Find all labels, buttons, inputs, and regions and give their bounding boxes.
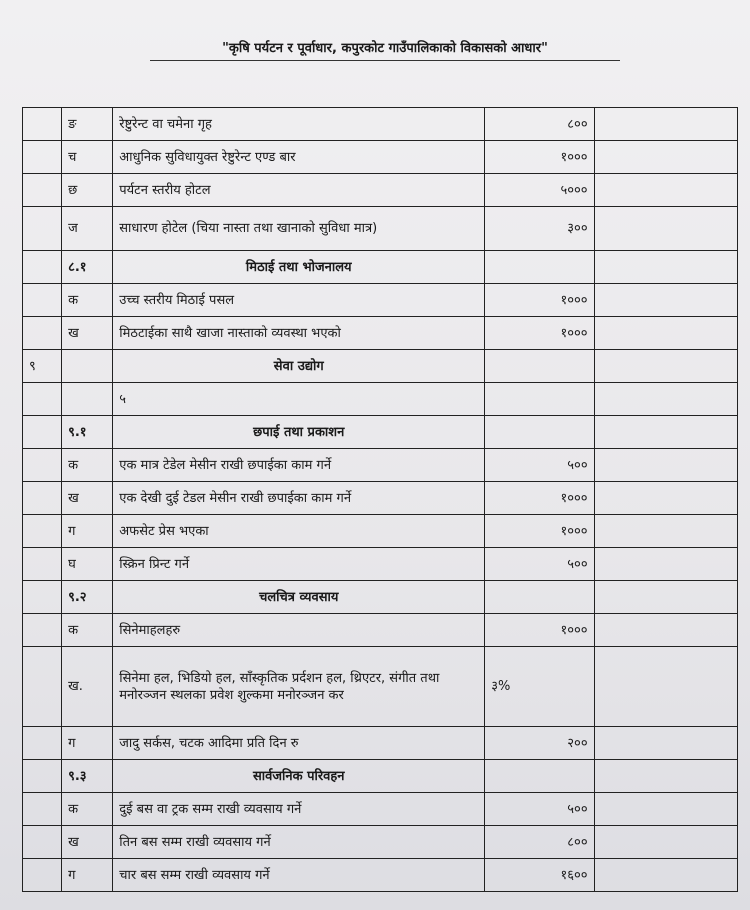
row-description-cell: रेष्टुरेन्ट वा चमेना गृह bbox=[113, 108, 485, 141]
row-index-cell bbox=[23, 141, 62, 174]
row-code-cell: घ bbox=[62, 548, 113, 581]
row-index-cell bbox=[23, 548, 62, 581]
row-amount-cell: ५०० bbox=[485, 548, 594, 581]
row-amount-cell: ५०० bbox=[485, 449, 594, 482]
fee-table-body bbox=[23, 108, 738, 892]
table-row bbox=[23, 317, 738, 350]
table-row bbox=[23, 793, 738, 826]
row-index-cell bbox=[23, 174, 62, 207]
table-row bbox=[23, 647, 738, 727]
row-index-cell bbox=[23, 727, 62, 760]
row-blank-cell bbox=[594, 581, 737, 614]
row-code-cell bbox=[62, 350, 113, 383]
row-blank-cell bbox=[594, 207, 737, 251]
row-code-cell: ख bbox=[62, 482, 113, 515]
row-amount-cell bbox=[485, 581, 594, 614]
row-code-cell: ९.३ bbox=[62, 760, 113, 793]
row-code-cell: ख bbox=[62, 317, 113, 350]
row-index-cell bbox=[23, 108, 62, 141]
row-description-cell: छपाई तथा प्रकाशन bbox=[113, 416, 485, 449]
row-blank-cell bbox=[594, 727, 737, 760]
row-description-cell: जादु सर्कस, चटक आदिमा प्रति दिन रु bbox=[113, 727, 485, 760]
row-blank-cell bbox=[594, 141, 737, 174]
row-blank-cell bbox=[594, 793, 737, 826]
row-code-cell: ग bbox=[62, 727, 113, 760]
row-code-cell: ख bbox=[62, 826, 113, 859]
table-row bbox=[23, 614, 738, 647]
row-amount-cell: ३% bbox=[485, 647, 594, 727]
table-row bbox=[23, 207, 738, 251]
table-row bbox=[23, 284, 738, 317]
row-amount-cell: ५०० bbox=[485, 793, 594, 826]
row-code-cell: ङ bbox=[62, 108, 113, 141]
page-header-title: "कृषि पर्यटन र पूर्वाधार, कपुरकोट गाउँपालिकाको विकासको आधार" bbox=[150, 38, 620, 61]
row-amount-cell: ५००० bbox=[485, 174, 594, 207]
row-amount-cell bbox=[485, 251, 594, 284]
table-section-row bbox=[23, 350, 738, 383]
row-description-cell: साधारण होटेल (चिया नास्ता तथा खानाको सुविधा मात्र) bbox=[113, 207, 485, 251]
row-code-cell bbox=[62, 383, 113, 416]
row-blank-cell bbox=[594, 859, 737, 892]
row-index-cell bbox=[23, 760, 62, 793]
table-row bbox=[23, 548, 738, 581]
row-description-cell: एक मात्र टेडेल मेसीन राखी छपाईका काम गर्ने bbox=[113, 449, 485, 482]
row-index-cell bbox=[23, 515, 62, 548]
row-index-cell bbox=[23, 416, 62, 449]
row-code-cell: ९.२ bbox=[62, 581, 113, 614]
row-amount-cell: १००० bbox=[485, 284, 594, 317]
row-blank-cell bbox=[594, 548, 737, 581]
row-amount-cell: ८०० bbox=[485, 826, 594, 859]
row-description-cell: मिठाई तथा भोजनालय bbox=[113, 251, 485, 284]
row-blank-cell bbox=[594, 108, 737, 141]
row-description-cell: अफसेट प्रेस भएका bbox=[113, 515, 485, 548]
row-index-cell bbox=[23, 317, 62, 350]
row-description-cell: स्क्रिन प्रिन्ट गर्ने bbox=[113, 548, 485, 581]
row-index-cell bbox=[23, 383, 62, 416]
row-amount-cell: १६०० bbox=[485, 859, 594, 892]
row-description-cell: चार बस सम्म राखी व्यवसाय गर्ने bbox=[113, 859, 485, 892]
row-blank-cell bbox=[594, 251, 737, 284]
row-blank-cell bbox=[594, 826, 737, 859]
table-section-row bbox=[23, 760, 738, 793]
table-row bbox=[23, 727, 738, 760]
row-amount-cell bbox=[485, 416, 594, 449]
row-blank-cell bbox=[594, 647, 737, 727]
row-index-cell bbox=[23, 482, 62, 515]
table-row bbox=[23, 515, 738, 548]
row-code-cell: क bbox=[62, 793, 113, 826]
row-blank-cell bbox=[594, 449, 737, 482]
row-description-cell: मिठटाईका साथै खाजा नास्ताको व्यवस्था भएको bbox=[113, 317, 485, 350]
table-row bbox=[23, 141, 738, 174]
table-row bbox=[23, 826, 738, 859]
row-description-cell: उच्च स्तरीय मिठाई पसल bbox=[113, 284, 485, 317]
row-description-cell: एक देखी दुई टेडल मेसीन राखी छपाईका काम गर्ने bbox=[113, 482, 485, 515]
row-code-cell: ज bbox=[62, 207, 113, 251]
row-description-cell: आधुनिक सुविधायुक्त रेष्टुरेन्ट एण्ड बार bbox=[113, 141, 485, 174]
row-code-cell: ८.१ bbox=[62, 251, 113, 284]
table-row bbox=[23, 108, 738, 141]
table-row bbox=[23, 383, 738, 416]
row-amount-cell bbox=[485, 760, 594, 793]
row-amount-cell: १००० bbox=[485, 515, 594, 548]
row-description-cell: सेवा उद्योग bbox=[113, 350, 485, 383]
row-index-cell: ९ bbox=[23, 350, 62, 383]
row-amount-cell: १००० bbox=[485, 141, 594, 174]
row-blank-cell bbox=[594, 383, 737, 416]
row-blank-cell bbox=[594, 350, 737, 383]
row-description-cell: पर्यटन स्तरीय होटल bbox=[113, 174, 485, 207]
row-blank-cell bbox=[594, 284, 737, 317]
row-blank-cell bbox=[594, 482, 737, 515]
row-description-cell: सार्वजनिक परिवहन bbox=[113, 760, 485, 793]
row-index-cell bbox=[23, 647, 62, 727]
row-code-cell: च bbox=[62, 141, 113, 174]
table-row bbox=[23, 449, 738, 482]
row-index-cell bbox=[23, 614, 62, 647]
row-index-cell bbox=[23, 207, 62, 251]
row-code-cell: क bbox=[62, 614, 113, 647]
table-row bbox=[23, 174, 738, 207]
row-blank-cell bbox=[594, 317, 737, 350]
row-index-cell bbox=[23, 859, 62, 892]
row-description-cell: सिनेमा हल, भिडियो हल, साँस्कृतिक प्रर्दशन हल, थ्रिएटर, संगीत तथा मनोरञ्जन स्थलका प्रवेश शुल्कमा मनोरञ्जन कर bbox=[113, 647, 485, 727]
row-index-cell bbox=[23, 793, 62, 826]
row-description-cell: दुई बस वा ट्रक सम्म राखी व्यवसाय गर्ने bbox=[113, 793, 485, 826]
row-description-cell: सिनेमाहलहरु bbox=[113, 614, 485, 647]
row-code-cell: क bbox=[62, 284, 113, 317]
row-amount-cell: २०० bbox=[485, 727, 594, 760]
row-description-cell: चलचित्र व्यवसाय bbox=[113, 581, 485, 614]
row-code-cell: छ bbox=[62, 174, 113, 207]
row-amount-cell: १००० bbox=[485, 614, 594, 647]
row-index-cell bbox=[23, 284, 62, 317]
table-section-row bbox=[23, 581, 738, 614]
row-code-cell: क bbox=[62, 449, 113, 482]
row-code-cell: ९.१ bbox=[62, 416, 113, 449]
table-section-row bbox=[23, 416, 738, 449]
row-amount-cell: १००० bbox=[485, 482, 594, 515]
row-blank-cell bbox=[594, 515, 737, 548]
row-description-cell: ५ bbox=[113, 383, 485, 416]
row-index-cell bbox=[23, 581, 62, 614]
row-code-cell: ग bbox=[62, 515, 113, 548]
row-amount-cell bbox=[485, 383, 594, 416]
row-amount-cell bbox=[485, 350, 594, 383]
row-blank-cell bbox=[594, 416, 737, 449]
row-amount-cell: ३०० bbox=[485, 207, 594, 251]
table-row bbox=[23, 482, 738, 515]
table-row bbox=[23, 859, 738, 892]
row-blank-cell bbox=[594, 760, 737, 793]
row-index-cell bbox=[23, 449, 62, 482]
row-blank-cell bbox=[594, 614, 737, 647]
row-amount-cell: ८०० bbox=[485, 108, 594, 141]
fee-table bbox=[22, 107, 738, 892]
row-index-cell bbox=[23, 251, 62, 284]
row-blank-cell bbox=[594, 174, 737, 207]
row-code-cell: ग bbox=[62, 859, 113, 892]
row-amount-cell: १००० bbox=[485, 317, 594, 350]
row-description-cell: तिन बस सम्म राखी व्यवसाय गर्ने bbox=[113, 826, 485, 859]
row-code-cell: ख. bbox=[62, 647, 113, 727]
row-index-cell bbox=[23, 826, 62, 859]
table-section-row bbox=[23, 251, 738, 284]
